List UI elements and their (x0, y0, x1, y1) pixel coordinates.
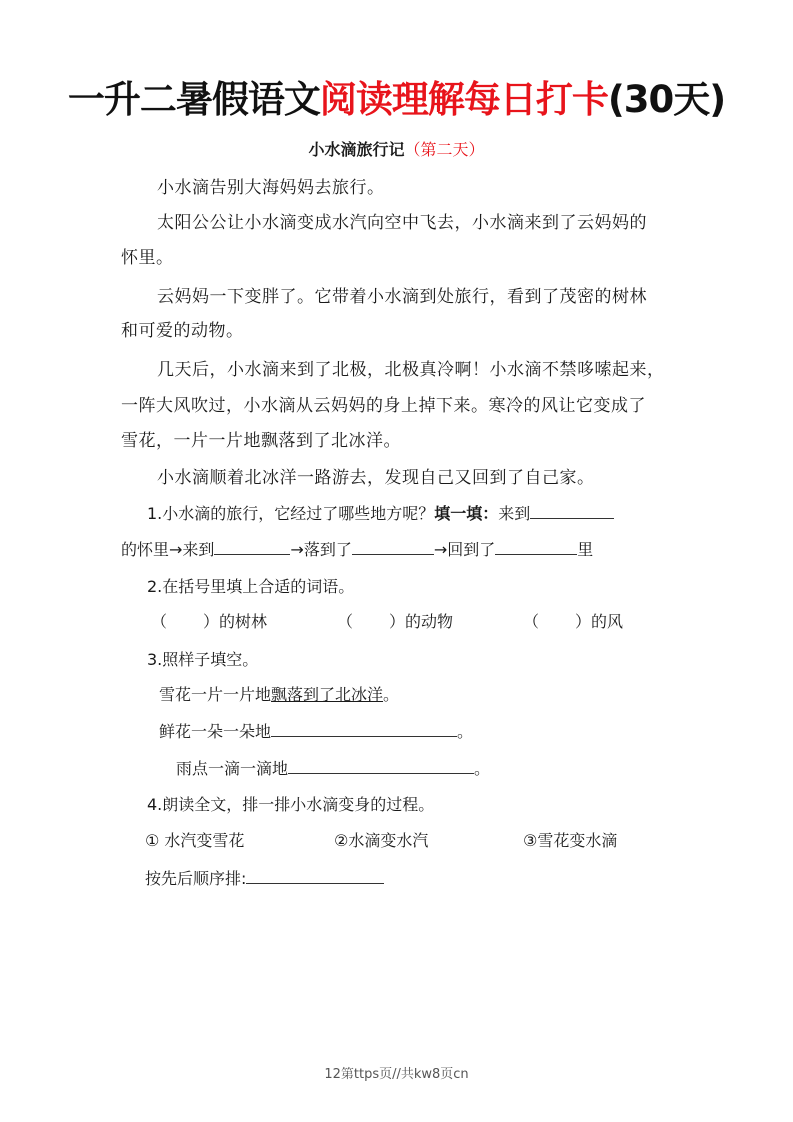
question-4-option: ②水滴变水汽 (334, 831, 429, 850)
open-paren: （ (523, 612, 540, 631)
answer-blank[interactable] (246, 867, 384, 884)
question-4-option: ③雪花变水滴 (523, 831, 618, 850)
question-1-part-a: 的怀里→来到 (121, 540, 215, 559)
close-paren: ） (389, 612, 406, 631)
answer-blank[interactable] (530, 502, 614, 519)
story-name: 小水滴旅行记 (308, 140, 405, 159)
question-1-part-c: →回到了 (433, 540, 496, 559)
close-paren: ） (203, 612, 220, 631)
question-1-part-d: 里 (577, 540, 594, 559)
question-2-item (523, 609, 623, 635)
open-paren: （ (151, 612, 168, 631)
story-line: 怀里。 (121, 248, 174, 268)
example-part-a: 雪花一片一片地 (159, 685, 272, 704)
close-paren: ） (575, 612, 592, 631)
title-part-3: (30天) (607, 78, 726, 121)
answer-blank[interactable] (214, 538, 290, 555)
title-part-1: 一升二暑假语文 (67, 78, 320, 121)
question-3-fill-1 (159, 719, 473, 745)
question-3-fill-2 (176, 756, 490, 782)
answer-blank[interactable] (271, 720, 457, 737)
example-underlined: 飘落到了北冰洋 (271, 685, 384, 704)
story-line: 和可爱的动物。 (121, 321, 244, 341)
order-label: 按先后顺序排: (145, 869, 247, 888)
question-1-lead: 来到 (498, 504, 531, 523)
question-2-item-label: 的树林 (219, 612, 268, 631)
open-paren: （ (337, 612, 354, 631)
question-1 (147, 501, 614, 527)
fill-2-period: 。 (474, 759, 491, 778)
story-line: 雪花，一片一片地飘落到了北冰洋。 (121, 431, 401, 451)
story-line: 小水滴告别大海妈妈去旅行。 (157, 178, 385, 198)
answer-blank[interactable] (352, 538, 434, 555)
fill-1-text: 鲜花一朵一朵地 (159, 722, 272, 741)
story-line: 云妈妈一下变胖了。它带着小水滴到处旅行，看到了茂密的树林 (157, 287, 647, 307)
question-2-text: 2.在括号里填上合适的词语。 (147, 577, 355, 596)
fill-1-period: 。 (457, 722, 474, 741)
question-1-line-2 (121, 537, 593, 563)
question-2-item-label: 的风 (591, 612, 624, 631)
story-title (0, 138, 793, 162)
answer-blank[interactable] (495, 538, 577, 555)
page-footer: 12第ttps页//共kw8页cn (324, 1067, 469, 1082)
answer-blank[interactable] (288, 757, 474, 774)
story-line: 太阳公公让小水滴变成水汽向空中飞去，小水滴来到了云妈妈的 (157, 213, 647, 233)
question-4-option: ① 水汽变雪花 (145, 831, 245, 850)
question-2-item (337, 609, 453, 635)
question-4-text: 4.朗读全文，排一排小水滴变身的过程。 (147, 795, 435, 814)
story-line: 几天后，小水滴来到了北极，北极真冷啊！小水滴不禁哆嗦起来， (157, 360, 665, 380)
question-3-text: 3.照样子填空。 (147, 650, 259, 669)
fill-2-text: 雨点一滴一滴地 (176, 759, 289, 778)
question-2-item-label: 的动物 (405, 612, 454, 631)
story-line: 一阵大风吹过，小水滴从云妈妈的身上掉下来。寒冷的风让它变成了 (121, 396, 646, 416)
question-1-part-b: →落到了 (290, 540, 352, 559)
story-day: （第二天） (404, 140, 485, 159)
question-4-order (145, 866, 384, 892)
title-part-2: 阅读理解每日打卡 (319, 78, 608, 121)
question-3-example (159, 682, 399, 708)
story-line: 小水滴顺着北冰洋一路游去，发现自己又回到了自己家。 (157, 468, 595, 488)
question-1-text: 1.小水滴的旅行，它经过了哪些地方呢？ (147, 504, 435, 523)
question-2-item (151, 609, 267, 635)
question-1-bold: 填一填： (434, 504, 499, 523)
document-title (0, 76, 793, 124)
example-period: 。 (383, 685, 400, 704)
